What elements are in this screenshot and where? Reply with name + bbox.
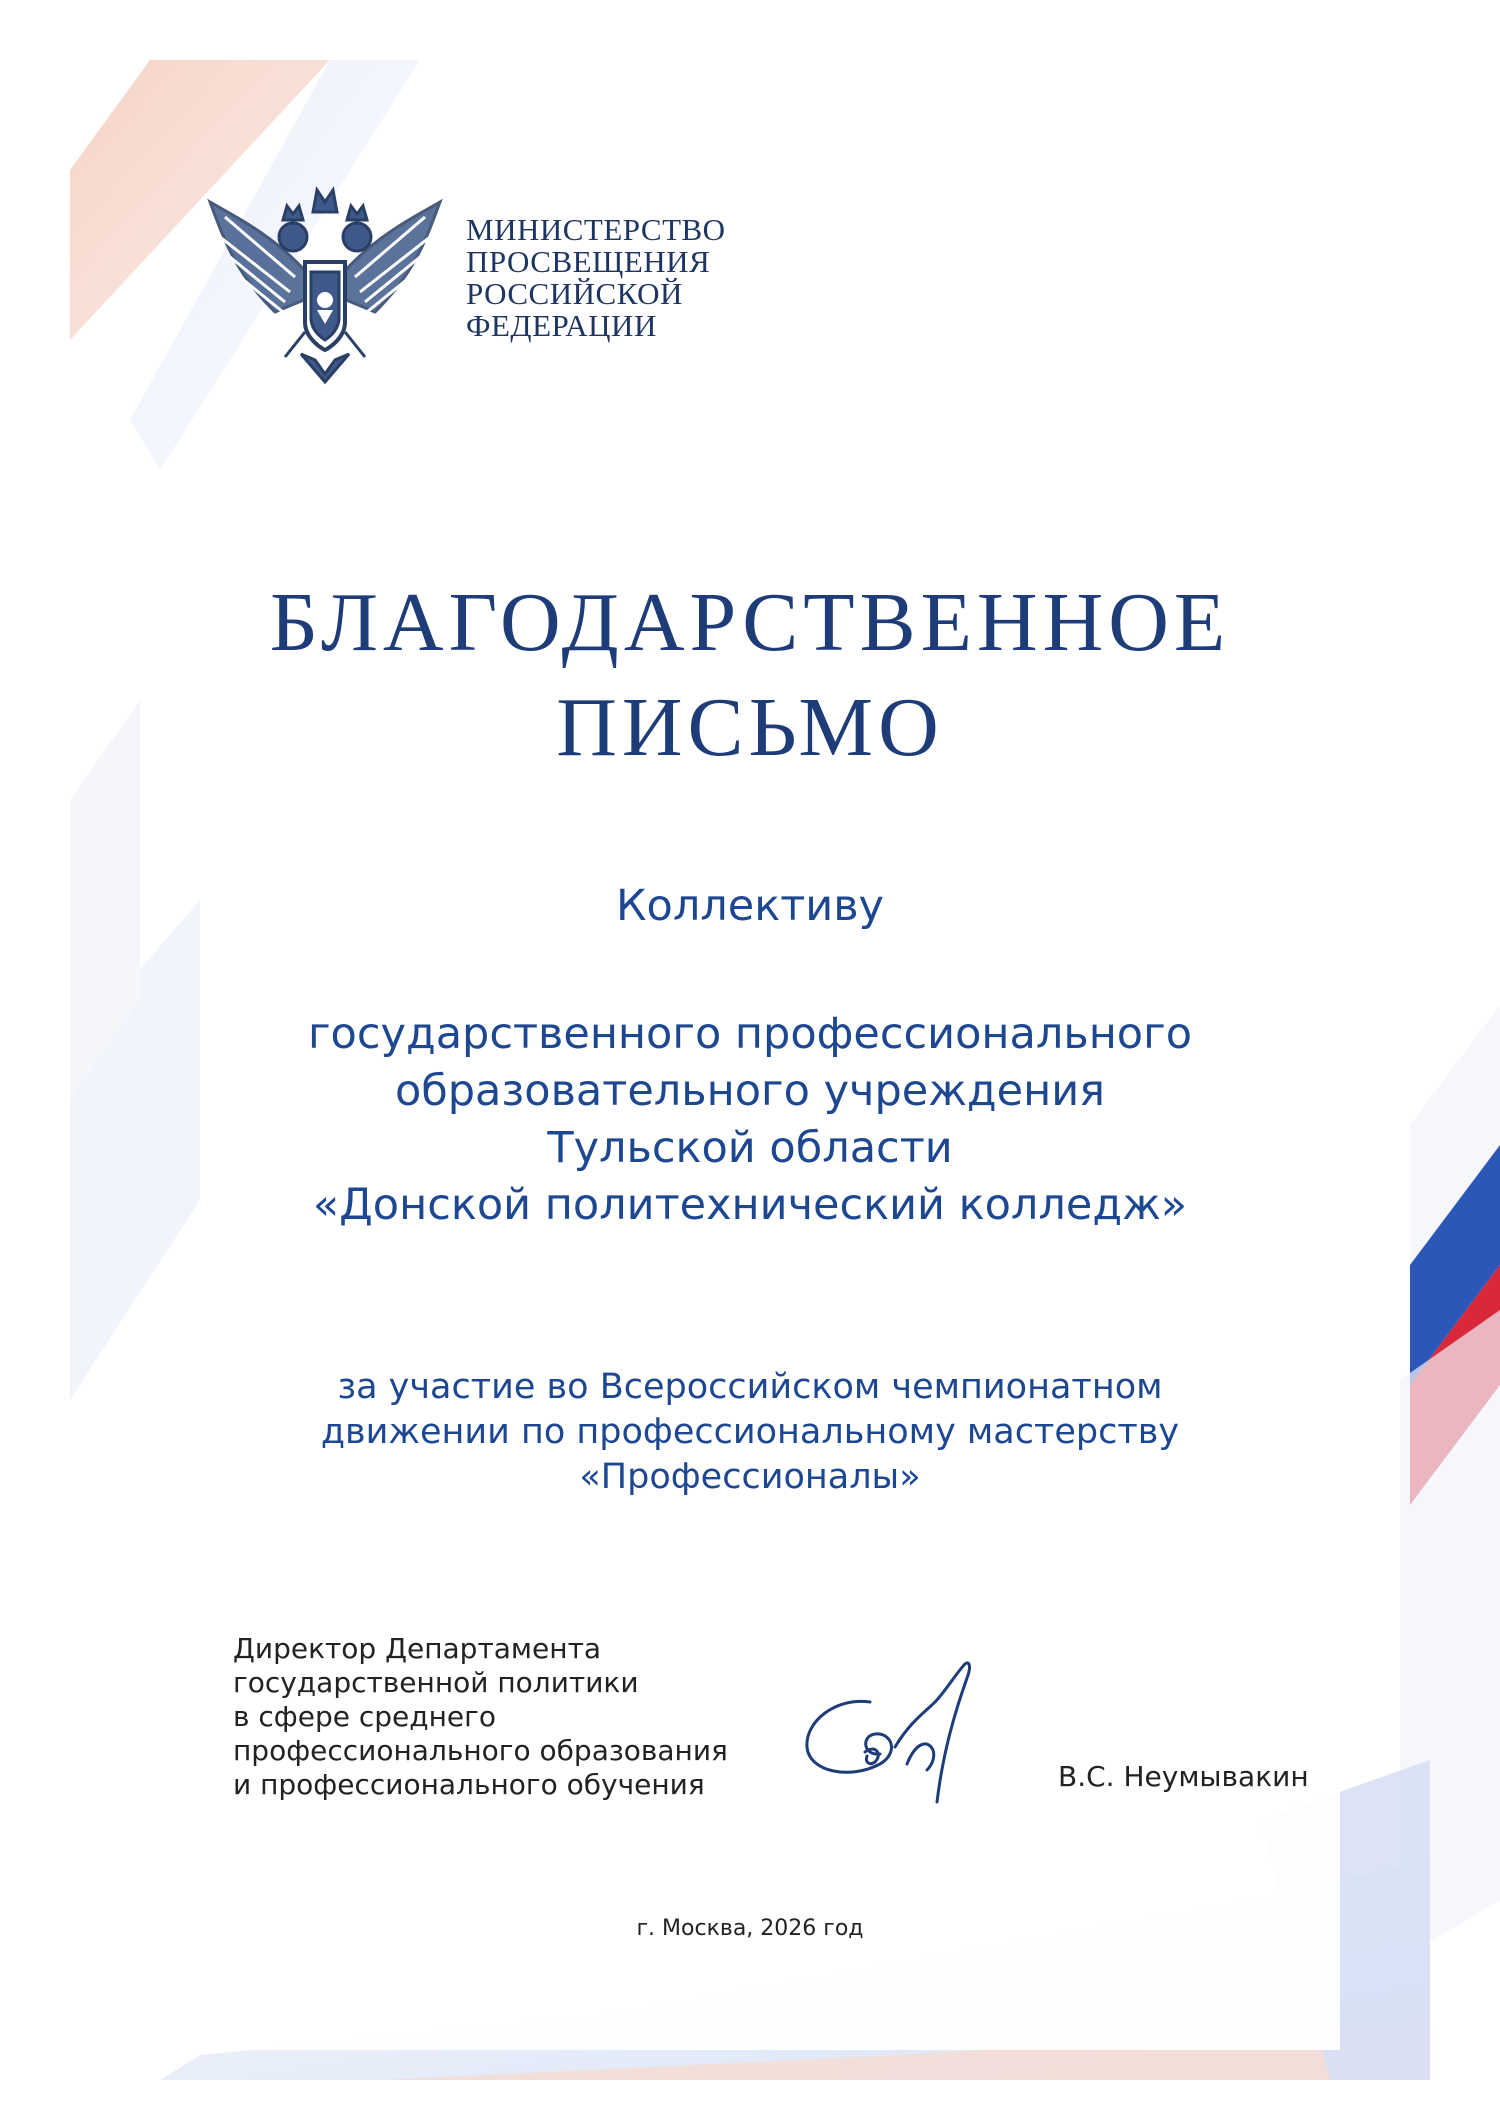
ministry-name <box>466 214 726 342</box>
handwritten-signature <box>795 1652 995 1812</box>
ministry-line: ПРОСВЕЩЕНИЯ <box>466 244 711 279</box>
organization-line: «Донской политехнический колледж» <box>312 1180 1188 1230</box>
document-title-line-1: БЛАГОДАРСТВЕННОЕ <box>269 576 1231 669</box>
document-title-line-2: ПИСЬМО <box>556 681 944 774</box>
place-and-date: г. Москва, 2026 год <box>636 1916 864 1941</box>
signer-name: В.С. Неумывакин <box>1058 1760 1309 1793</box>
signer-position-line: в сфере среднего <box>233 1700 496 1733</box>
signer-position-line: профессионального образования <box>233 1734 728 1767</box>
organization-line: образовательного учреждения <box>394 1066 1106 1116</box>
ministry-line: ФЕДЕРАЦИИ <box>466 308 657 343</box>
organization-line: Тульской области <box>547 1123 953 1173</box>
double-headed-eagle-emblem <box>205 182 445 392</box>
signer-position <box>233 1632 728 1802</box>
reason-line: за участие во Всероссийском чемпионатном <box>337 1367 1163 1407</box>
ministry-line: РОССИЙСКОЙ <box>466 276 683 311</box>
organization-line: государственного профессионального <box>307 1009 1193 1059</box>
ministry-line: МИНИСТЕРСТВО <box>466 212 726 247</box>
signer-position-line: государственной политики <box>233 1666 639 1699</box>
reason-line: «Профессионалы» <box>579 1457 921 1497</box>
signer-position-line: Директор Департамента <box>233 1632 602 1665</box>
signer-position-line: и профессионального обучения <box>233 1768 705 1801</box>
reason-line: движении по профессиональному мастерству <box>320 1412 1180 1452</box>
addressee: Коллективу <box>615 881 884 931</box>
